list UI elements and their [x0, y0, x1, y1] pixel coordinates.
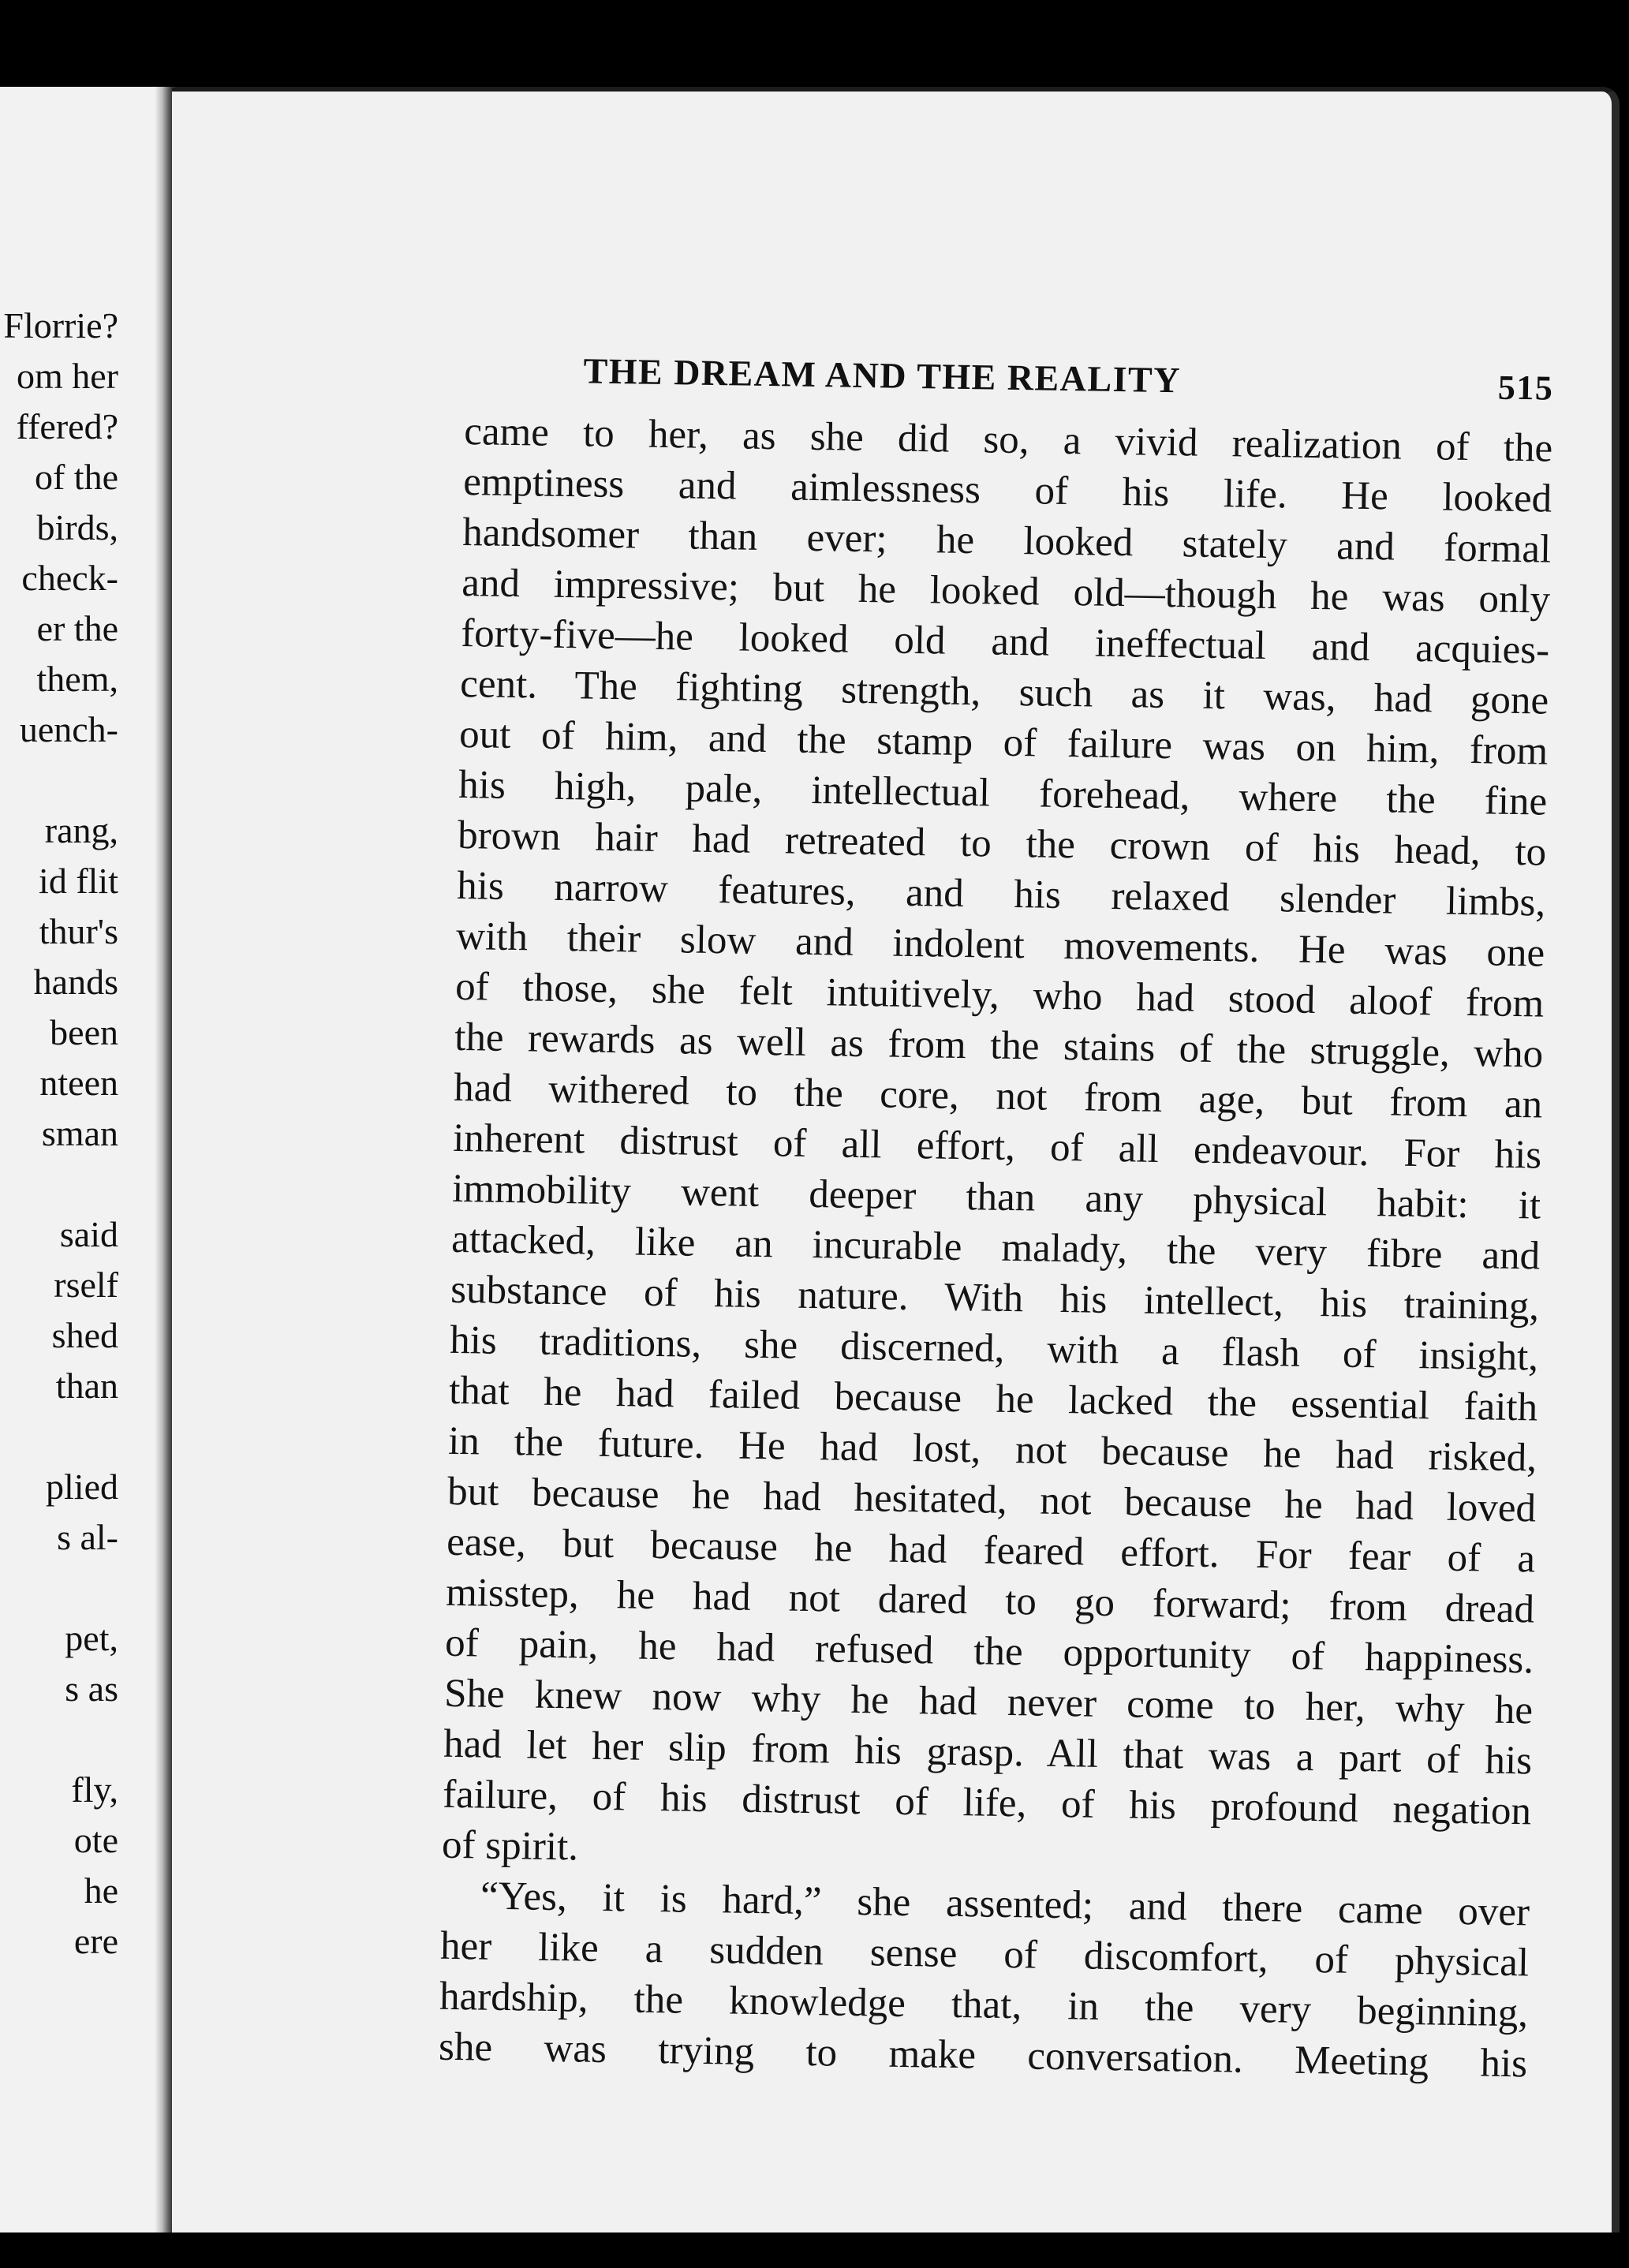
text-line: “Yes, it is hard,” she assented; and there came over [480, 1874, 1530, 1935]
text-line: the rewards as well as from the stains of the struggle, who [454, 1014, 1544, 1077]
right-page [172, 87, 1620, 2233]
text-line: attacked, like an incurable malady, the very fibre and [450, 1216, 1541, 1279]
left-page-fragment: ffered? [16, 406, 118, 447]
text-line: brown hair had retreated to the crown of his head, to [457, 813, 1547, 875]
text-line: substance of his nature. With his intellect, his training, [450, 1267, 1540, 1329]
left-page-fragment: Florrie? [3, 305, 118, 346]
text-line: had let her slip from his grasp. All that was a part of his [443, 1721, 1533, 1784]
left-page-fragment: uench- [19, 709, 118, 749]
left-page-fragment: s as [65, 1668, 118, 1709]
body-text [439, 406, 1553, 2089]
left-page-fragment: thur's [39, 911, 118, 951]
text-line: she was trying to make conversation. Meeting his [438, 2024, 1528, 2087]
text-line: inherent distrust of all effort, of all endeavour. For his [452, 1115, 1542, 1178]
running-title: THE DREAM AND THE REALITY [583, 350, 1182, 401]
text-line: that he had failed because he lacked the essential faith [448, 1368, 1538, 1430]
text-line: hardship, the knowledge that, in the very beginning, [439, 1974, 1529, 2036]
left-page-fragment: ere [73, 1921, 118, 1961]
text-line: and impressive; but he looked old—though he was only [461, 560, 1551, 622]
left-page-fragment: om her [16, 356, 118, 396]
text-line: failure, of his distrust of life, of his profound negation [442, 1772, 1532, 1834]
text-line: his traditions, she discerned, with a flash of insight, [449, 1317, 1539, 1380]
left-page-fragment: pet, [65, 1618, 118, 1658]
page-content [439, 348, 1554, 2089]
left-page-fragment: ote [73, 1820, 118, 1860]
left-page-fragment: rself [54, 1265, 118, 1305]
text-line: of those, she felt intuitively, who had stood aloof from [454, 964, 1545, 1026]
text-line: forty-five—he looked old and ineffectual and acquies- [460, 611, 1550, 673]
text-line: immobility went deeper than any physical habit: it [451, 1166, 1541, 1228]
left-page-fragment: shed [51, 1315, 118, 1355]
left-page-fragment: plied [46, 1467, 118, 1507]
left-page-fragment: than [55, 1366, 118, 1406]
text-line: had withered to the core, not from age, but from an [453, 1065, 1543, 1127]
text-line: with their slow and indolent movements. He was one [455, 914, 1545, 976]
text-line: misstep, he had not dared to go forward; from dread [445, 1570, 1535, 1632]
left-page-fragment: them, [36, 659, 118, 699]
text-line: out of him, and the stamp of failure was on him, from [458, 712, 1549, 774]
text-line: cent. The fighting strength, such as it was, had gone [459, 661, 1549, 723]
left-page-fragment: nteen [39, 1063, 118, 1103]
text-line: his high, pale, intellectual forehead, where the fine [458, 762, 1548, 824]
text-line: his narrow features, and his relaxed slender limbs, [456, 863, 1546, 925]
text-line: She knew now why he had never come to her, why he [443, 1671, 1534, 1733]
text-line: her like a sudden sense of discomfort, of physical [439, 1923, 1530, 1986]
text-line: but because he had hesitated, not because he had loved [446, 1469, 1537, 1531]
left-page-fragment: been [50, 1012, 118, 1052]
left-page-fragment: he [84, 1870, 118, 1911]
left-page-fragment: er the [36, 608, 118, 648]
text-line: handsomer than ever; he looked stately and formal [461, 510, 1552, 572]
page-number: 515 [1497, 368, 1554, 408]
left-page-fragment: of the [34, 457, 118, 497]
left-page-fragment: said [59, 1214, 118, 1254]
left-page-fragment: birds, [36, 507, 118, 547]
text-line: of pain, he had refused the opportunity of happiness. [444, 1620, 1534, 1683]
left-page-fragment: fly, [71, 1769, 118, 1810]
left-page-fragment: id flit [39, 861, 118, 901]
left-page-fragment: sman [41, 1113, 118, 1153]
left-page-fragment: check- [21, 558, 118, 598]
text-line: ease, but because he had feared effort. For fear of a [446, 1519, 1536, 1582]
text-line: of spirit. [441, 1822, 579, 1870]
text-line: in the future. He had lost, not because he had risked, [447, 1418, 1537, 1481]
left-page-fragment: rang, [44, 810, 118, 850]
text-line: emptiness and aimlessness of his life. He looked [462, 459, 1552, 521]
left-page-fragment: hands [33, 962, 118, 1002]
book-gutter [155, 87, 174, 2233]
left-page-fragment: s al- [57, 1517, 118, 1557]
text-line: came to her, as she did so, a vivid realization of the [463, 409, 1553, 471]
running-head [465, 348, 1554, 413]
